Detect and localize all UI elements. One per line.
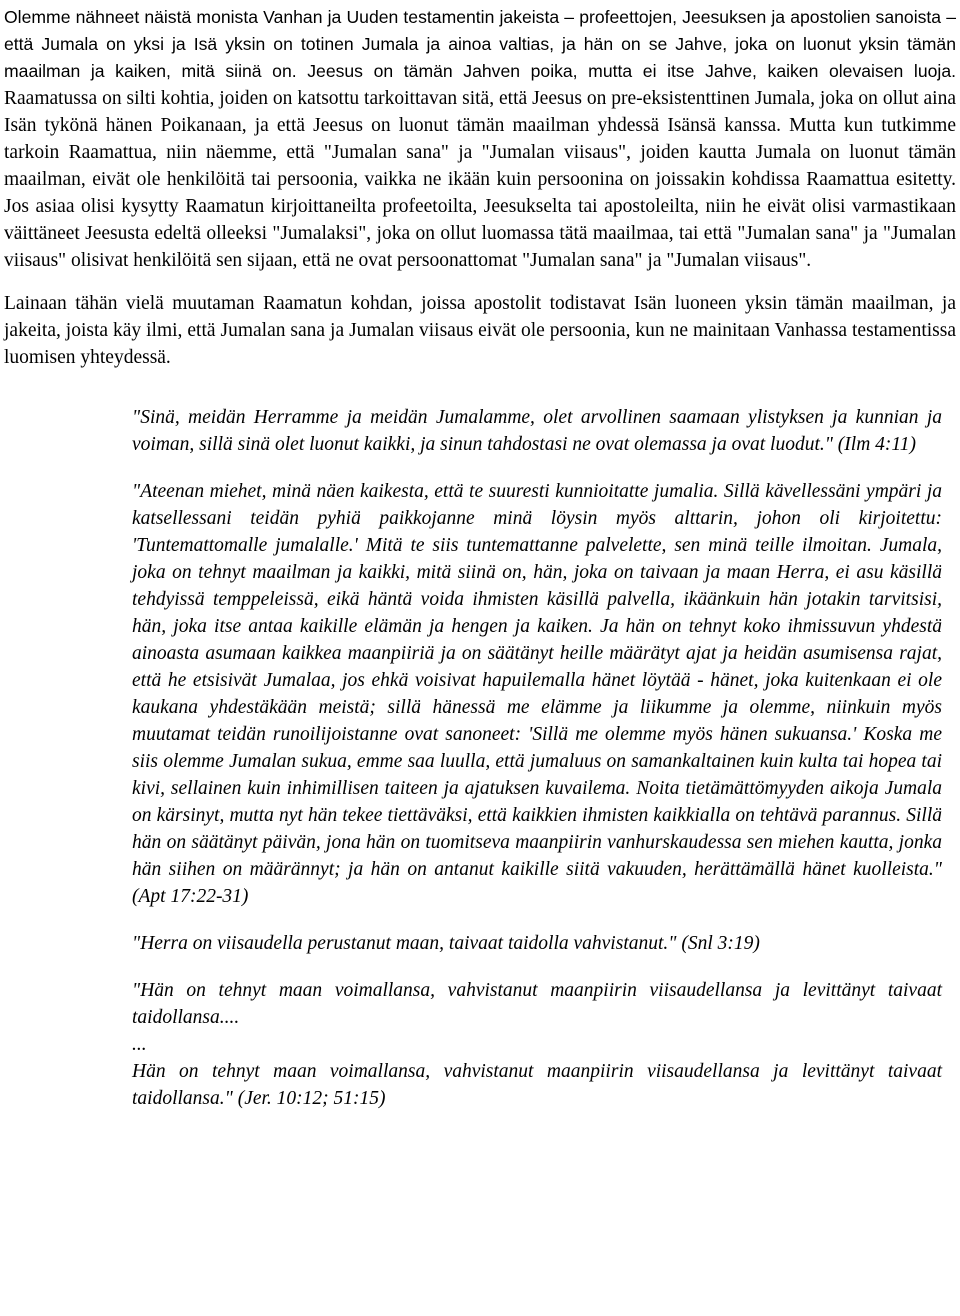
- quote-ellipsis: ...: [132, 1034, 147, 1055]
- intro-paragraph-opening: Olemme nähneet näistä monista Vanhan ja Uuden testamentin jakeista – profeettojen, Jeesuksen ja apostolien sanoista – että Jumala on yksi ja Isä yksin on totinen Jumala ja ainoa valtias, ja hän on se Jahve, joka on luonut yksin tämän maailman ja kaiken, mitä siinä on. Jeesus on tämän Jahven poika, mutta ei itse Jahve, kaiken olevaisen luoja.: [4, 7, 956, 81]
- quote-proverbs: [132, 930, 942, 957]
- quote-revelation: [132, 404, 942, 458]
- quote-jeremiah: [132, 977, 942, 1112]
- quote-acts: [132, 478, 942, 910]
- quote-line: "Ateenan miehet, minä näen kaikesta, että te suuresti kunnioitatte jumalia. Sillä kävellessäni ympäri ja katsellessani teidän pyhiä paikkojanne minä löysin myös alttarin, johon oli kirjoitettu: 'Tuntemattomalle jumalalle.' Mitä te siis tuntemattanne palvelette, sen minä teille ilmoitan. Jumala, joka on tehnyt maailman ja kaikki, mitä siinä on, hän, joka on taivaan ja maan Herra, ei asu käsillä tehdyissä temppeleissä, eikä häntä voida ihmisten käsillä palvella, ikäänkuin hän jotakin tarvitsisi, hän, joka itse antaa kaikille elämän ja hengen ja kaiken. Ja hän on tehnyt koko ihmissuvun yhdestä ainoasta asumaan kaikkea maanpiiriä ja on säätänyt heille määrätyt ajat ja heidän asumisensa rajat, että he etsisivät Jumalaa, jos ehkä voisivat hapuilemalla hänet löytää - hänet, joka kuitenkaan ei ole kaukana yhdestäkään meistä; sillä hänessä me elämme ja liikumme ja olemme, niinkuin myös muutamat teidän runoilijoistanne ovat sanoneet: 'Sillä me olemme myös hänen sukuansa.' Koska me siis olemme Jumalan sukua, emme saa luulla, että jumaluus on samankaltainen kuin kulta tai hopea tai kivi, sellainen kuin inhimillisen taiteen ja ajatuksen kuvailema. Noita tietämättömyyden aikoja Jumala on kärsinyt, mutta nyt hän tekee tiettäväksi, että kaikkien ihmisten kaikkialla on tehtävä parannus. Sillä hän on säätänyt päivän, jona hän on tuomitseva maanpiirin vanhurskaudessa sen miehen kautta, jonka hän siihen on määrännyt; ja hän on antanut kaikille siitä vakuuden, herättämällä hänet kuolleista." (Apt 17:22-31): [132, 481, 942, 907]
- citation-intro-paragraph: Lainaan tähän vielä muutaman Raamatun kohdan, joissa apostolit todistavat Isän luoneen yksin tämän maailman, ja jakeita, joista käy ilmi, että Jumalan sana ja Jumalan viisaus eivät ole persoonia, kun ne mainitaan Vanhassa testamentissa luomisen yhteydessä.: [4, 293, 956, 368]
- quote-line: Hän on tehnyt maan voimallansa, vahvistanut maanpiirin viisaudellansa ja levittänyt taivaat taidollansa." (Jer. 10:12; 51:15): [132, 1061, 942, 1109]
- quote-line: "Sinä, meidän Herramme ja meidän Jumalamme, olet arvollinen saamaan ylistyksen ja kunnian ja voiman, sillä sinä olet luonut kaikki, ja sinun tahdostasi ne ovat olemassa ja ovat luodut." (Ilm 4:11): [132, 407, 942, 455]
- quote-block: [132, 404, 942, 1112]
- intro-paragraph-continuation: Raamatussa on silti kohtia, joiden on katsottu tarkoittavan sitä, että Jeesus on pre-eksistenttinen Jumala, joka on ollut aina Isän tykönä hänen Poikanaan, ja että Jeesus on luonut tämän maailman yhdessä Isänsä kanssa. Mutta kun tutkimme tarkoin Raamattua, niin näemme, että "Jumalan sana" ja "Jumalan viisaus", joiden kautta Jumala on luonut tämän maailman, eivät ole henkilöitä tai persoonia, vaikka ne ikään kuin persoonina on joissakin kohdissa Raamattua esitetty. Jos asiaa olisi kysytty Raamatun kirjoittaneilta profeetoilta, Jeesukselta tai apostoleilta, niin he eivät olisi varmastikaan väittäneet Jeesusta edeltä olleeksi "Jumalaksi", joka on ollut luomassa tätä maailmaa, tai että "Jumalan sana" ja "Jumalan viisaus" olisivat henkilöitä sen sijaan, että ne ovat persoonattomat "Jumalan sana" ja "Jumalan viisaus".: [4, 88, 956, 271]
- quote-line: "Hän on tehnyt maan voimallansa, vahvistanut maanpiirin viisaudellansa ja levittänyt taivaat taidollansa....: [132, 980, 942, 1028]
- intro-paragraph: [4, 4, 956, 274]
- quote-line: "Herra on viisaudella perustanut maan, taivaat taidolla vahvistanut." (Snl 3:19): [132, 933, 760, 954]
